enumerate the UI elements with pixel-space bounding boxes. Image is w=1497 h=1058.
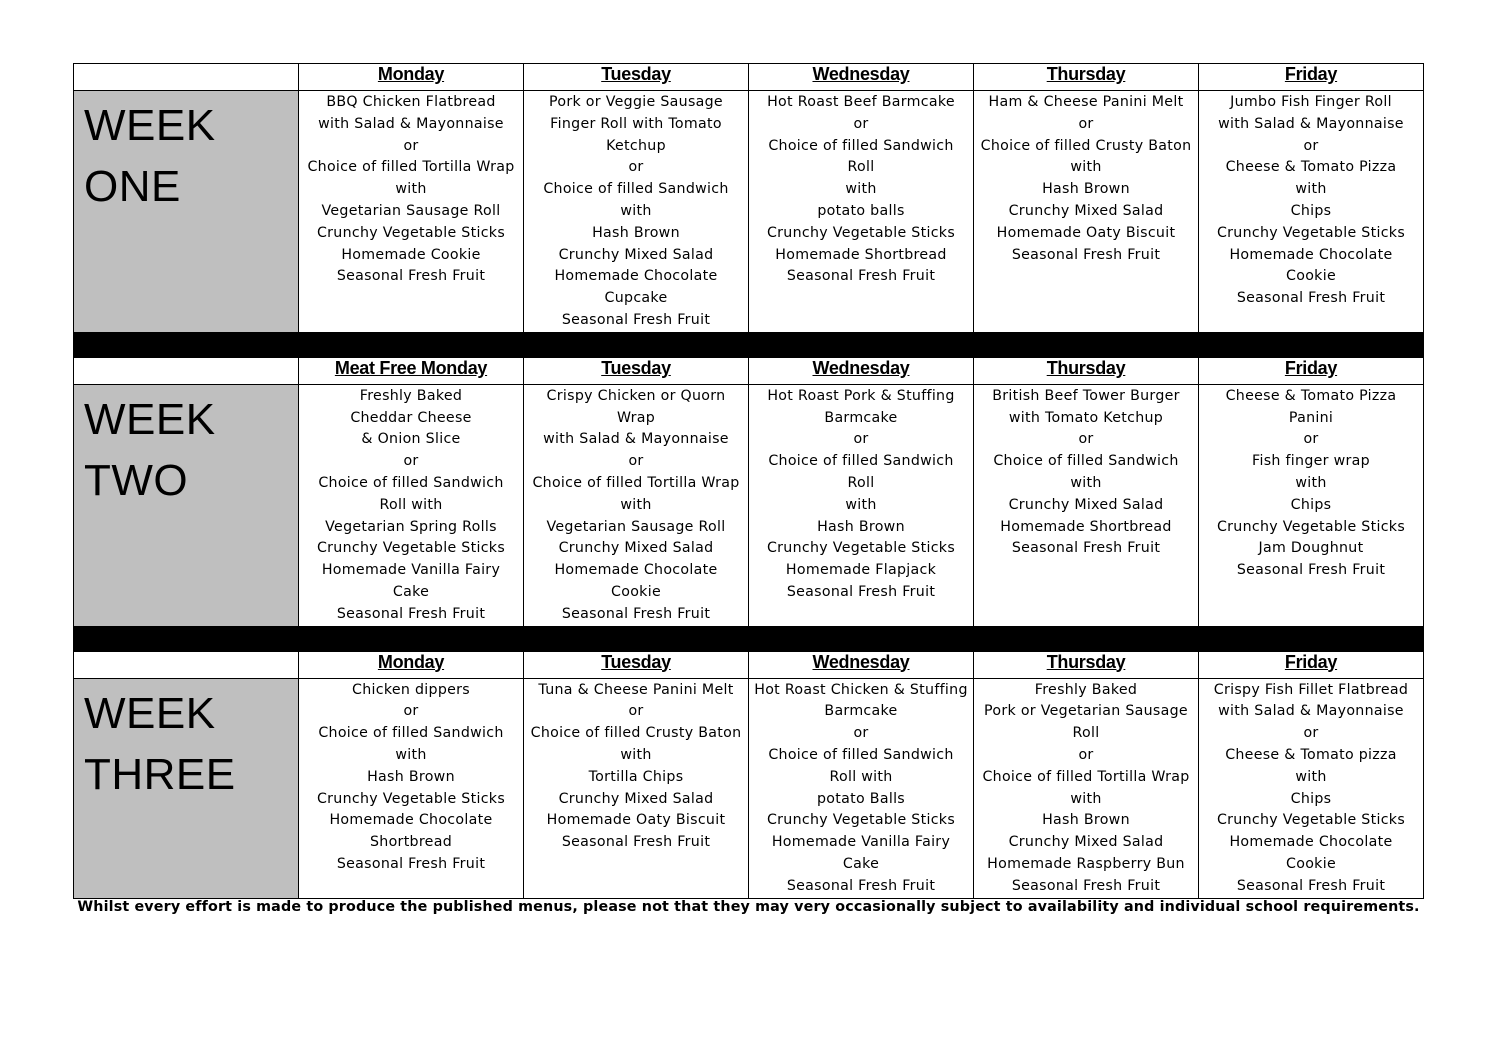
meal-list [1199,679,1423,898]
meal-line: with [1295,474,1327,491]
meal-line: Pork or Vegetarian Sausage [984,703,1188,720]
meal-line: or [628,703,644,720]
meal-line: Vegetarian Sausage Roll [321,202,501,219]
day-name: Friday [1284,651,1338,672]
meal-line: Finger Roll with Tomato [550,115,722,132]
meal-line: Ham & Cheese Panini Melt [988,94,1184,110]
week-label-line: THREE [84,749,236,799]
meal-line: Choice of filled Tortilla Wrap [532,474,740,491]
meal-line: Choice of filled Crusty Baton [980,137,1192,154]
corner-cell [74,64,299,91]
meal-line: Crunchy Mixed Salad [558,246,714,263]
meal-line: Crunchy Mixed Salad [558,540,714,557]
day-name: Wednesday [812,357,910,378]
meal-cell [1199,384,1424,626]
meal-line: with [620,746,652,763]
week-label-cell [74,91,299,333]
meal-line: Seasonal Fresh Fruit [336,605,486,622]
meal-line: Homemade Vanilla Fairy [321,562,501,579]
meal-line: BBQ Chicken Flatbread [326,94,496,110]
meal-line: Choice of filled Sandwich [543,181,729,198]
day-header-cell [299,64,524,91]
meal-line: Chips [1290,202,1332,219]
meal-line: Chicken dippers [352,681,470,698]
meal-line: or [403,453,419,470]
meal-line: Hash Brown [1042,812,1130,829]
meal-line: Cookie [611,583,661,600]
meal-line: Homemade Oaty Biscuit [996,224,1176,241]
week-label [74,385,298,511]
week-label [74,91,298,217]
meal-line: with Salad & Mayonnaise [1218,115,1404,132]
meal-line: Chips [1290,496,1332,513]
meal-line: Homemade Oaty Biscuit [546,812,726,829]
day-header-cell [749,64,974,91]
day-header-cell [974,64,1199,91]
meal-line: with [1295,768,1327,785]
meal-line: potato Balls [817,790,905,807]
meal-line: Seasonal Fresh Fruit [1011,877,1161,894]
meal-line: Freshly Baked [1034,681,1138,698]
meal-line: Seasonal Fresh Fruit [1236,877,1386,894]
meal-line: Crunchy Vegetable Sticks [1216,812,1406,829]
day-name: Wednesday [812,651,910,672]
meal-line: Seasonal Fresh Fruit [786,877,936,894]
meal-line: Hash Brown [592,224,680,241]
meal-line: with Salad & Mayonnaise [318,115,504,132]
day-name: Monday [377,64,445,84]
meal-line: Pork or Veggie Sausage [549,94,723,110]
meal-line: Homemade Chocolate [554,562,718,579]
meal-line: Crunchy Mixed Salad [1008,834,1164,851]
meal-line: with [395,181,427,198]
day-header-cell [1199,651,1424,678]
meal-line: Hash Brown [367,768,455,785]
meal-line: with [845,496,877,513]
meal-line: with [1295,181,1327,198]
day-header-cell [1199,64,1424,91]
meal-line: or [403,137,419,154]
meal-cell [974,384,1199,626]
meal-line: or [628,159,644,176]
meal-line: Cheddar Cheese [350,409,472,426]
meal-line: Crunchy Mixed Salad [1008,496,1164,513]
meal-line: Roll [847,159,875,176]
meal-cell [974,678,1199,898]
week-label-line: WEEK [84,101,216,150]
meal-line: Freshly Baked [359,387,463,404]
meal-line: Homemade Vanilla Fairy [771,834,951,851]
day-header-row [74,651,1424,678]
meal-line: Ketchup [606,137,666,154]
meal-line: Seasonal Fresh Fruit [786,268,936,285]
meal-line: or [853,725,869,742]
meal-line: Tuna & Cheese Panini Melt [538,681,734,698]
meal-line: Choice of filled Sandwich [993,453,1179,470]
meal-line: with [1070,159,1102,176]
meal-cell [974,91,1199,333]
meal-line: Choice of filled Sandwich [318,474,504,491]
meal-line: Choice of filled Sandwich [768,453,954,470]
meal-cell [524,384,749,626]
day-header-cell [1199,357,1424,384]
meal-line: Choice of filled Sandwich [318,725,504,742]
meal-line: Cake [842,855,880,872]
meal-list [1199,91,1423,310]
meal-line: Roll with [379,496,443,513]
meal-line: with Tomato Ketchup [1008,409,1164,426]
meal-line: or [1078,746,1094,763]
meal-line: Crunchy Vegetable Sticks [316,790,506,807]
meal-line: Seasonal Fresh Fruit [1236,290,1386,307]
meal-line: Chips [1290,790,1332,807]
week-separator [74,626,1424,651]
meal-line: with Salad & Mayonnaise [543,431,729,448]
meal-line: Cake [392,583,430,600]
meal-list [524,91,748,332]
meal-line: Hot Roast Pork & Stuffing [767,387,955,404]
meal-line: Roll [1072,725,1100,742]
day-header-cell [524,651,749,678]
meal-line: Wrap [616,409,656,426]
meal-line: Crunchy Vegetable Sticks [766,540,956,557]
meal-line: Choice of filled Sandwich [768,746,954,763]
meal-list [749,679,973,898]
meal-line: or [1303,725,1319,742]
week-label-line: WEEK [84,688,216,738]
meal-line: Crunchy Vegetable Sticks [766,812,956,829]
meal-line: Homemade Shortbread [1000,518,1172,535]
meal-line: Cookie [1286,268,1336,285]
meal-list [299,385,523,626]
meal-line: Homemade Cookie [341,246,481,263]
meal-line: Barmcake [824,703,898,720]
day-name: Friday [1284,357,1338,378]
day-name: Friday [1284,64,1338,84]
meal-line: Cookie [1286,855,1336,872]
meal-line: Roll [847,474,875,491]
meal-list [974,679,1198,898]
meal-line: or [628,453,644,470]
meal-list [974,91,1198,266]
day-name: Thursday [1046,651,1126,672]
meal-list [749,91,973,288]
day-name: Tuesday [601,357,671,378]
meal-line: Crunchy Mixed Salad [558,790,714,807]
meal-line: with [620,496,652,513]
meal-line: Vegetarian Sausage Roll [546,518,726,535]
meal-line: Homemade Chocolate [1229,834,1393,851]
week-meals-row [74,91,1424,333]
meal-line: Seasonal Fresh Fruit [561,834,711,851]
meal-line: Jumbo Fish Finger Roll [1230,94,1392,110]
separator-bar [74,626,1424,651]
meal-list [749,385,973,604]
week-separator [74,332,1424,357]
meal-line: or [853,431,869,448]
meal-cell [299,678,524,898]
meal-line: & Onion Slice [361,431,461,448]
meal-line: with [395,746,427,763]
meal-line: Shortbread [369,834,453,851]
meal-line: or [1078,431,1094,448]
meal-line: Cupcake [604,290,668,307]
meal-cell [749,678,974,898]
day-name: Thursday [1046,64,1126,84]
meal-cell [299,384,524,626]
meal-list [1199,385,1423,582]
day-header-row [74,357,1424,384]
day-name: Thursday [1046,357,1126,378]
meal-line: with [620,202,652,219]
day-name: Tuesday [601,651,671,672]
meal-line: or [853,115,869,132]
meal-line: or [1078,115,1094,132]
meal-line: Crunchy Vegetable Sticks [1216,224,1406,241]
day-header-cell [524,357,749,384]
meal-line: Cheese & Tomato pizza [1225,746,1397,763]
day-header-cell [749,357,974,384]
day-header-cell [974,651,1199,678]
meal-cell [524,678,749,898]
meal-line: Hash Brown [817,518,905,535]
meal-line: Crispy Chicken or Quorn [546,387,726,404]
meal-line: Homemade Chocolate [1229,246,1393,263]
meal-line: potato balls [817,202,905,219]
meal-line: Homemade Flapjack [785,562,937,579]
meal-list [974,385,1198,560]
meal-line: Homemade Raspberry Bun [987,855,1185,872]
meal-cell [749,384,974,626]
meal-line: or [1303,431,1319,448]
meal-line: with [845,181,877,198]
meal-line: Crunchy Mixed Salad [1008,202,1164,219]
meal-line: Seasonal Fresh Fruit [561,311,711,328]
meal-line: Seasonal Fresh Fruit [1011,246,1161,263]
menu-table [73,63,1424,899]
week-meals-row [74,384,1424,626]
meal-list [299,679,523,876]
meal-line: Choice of filled Tortilla Wrap [307,159,515,176]
meal-line: Cheese & Tomato Pizza [1225,387,1397,404]
meal-cell [524,91,749,333]
meal-line: with [1070,790,1102,807]
meal-cell [1199,678,1424,898]
meal-list [299,91,523,288]
meal-line: or [1303,137,1319,154]
meal-line: Hot Roast Chicken & Stuffing [754,681,968,698]
meal-line: with [1070,474,1102,491]
day-header-cell [299,651,524,678]
meal-line: Crunchy Vegetable Sticks [316,224,506,241]
footer-disclaimer: Whilst every effort is made to produce the published menus, please not that they may very occasionally subject to availability and individual school requirements. [77,899,1420,915]
corner-cell [74,357,299,384]
separator-bar [74,332,1424,357]
meal-line: Cheese & Tomato Pizza [1225,159,1397,176]
meal-line: Choice of filled Tortilla Wrap [982,768,1190,785]
meal-line: Vegetarian Spring Rolls [325,518,497,535]
meal-line: Jam Doughnut [1258,540,1364,557]
meal-cell [1199,91,1424,333]
meal-list [524,385,748,626]
meal-line: Homemade Shortbread [775,246,947,263]
meal-line: British Beef Tower Burger [992,387,1180,404]
meal-line: Roll with [829,768,893,785]
day-name: Meat Free Monday [334,357,488,378]
meal-line: Seasonal Fresh Fruit [561,605,711,622]
week-label-cell [74,678,299,898]
meal-line: Homemade Chocolate [554,268,718,285]
day-header-row [74,64,1424,91]
week-label-line: ONE [84,162,181,211]
meal-line: Seasonal Fresh Fruit [1011,540,1161,557]
week-label-line: TWO [84,455,189,505]
day-header-cell [524,64,749,91]
day-header-cell [749,651,974,678]
meal-line: or [403,703,419,720]
meal-line: Crunchy Vegetable Sticks [1216,518,1406,535]
meal-line: Seasonal Fresh Fruit [336,855,486,872]
meal-line: Seasonal Fresh Fruit [786,583,936,600]
meal-line: Seasonal Fresh Fruit [336,268,486,285]
week-label-cell [74,384,299,626]
meal-line: Seasonal Fresh Fruit [1236,562,1386,579]
meal-line: Barmcake [824,409,898,426]
week-label [74,679,298,805]
meal-line: Choice of filled Sandwich [768,137,954,154]
day-name: Wednesday [812,64,910,84]
meal-line: Homemade Chocolate [329,812,493,829]
meal-line: Fish finger wrap [1252,453,1370,470]
meal-line: Hash Brown [1042,181,1130,198]
meal-line: Hot Roast Beef Barmcake [767,94,955,110]
meal-cell [299,91,524,333]
day-name: Monday [377,651,445,672]
meal-line: with Salad & Mayonnaise [1218,703,1404,720]
day-name: Tuesday [601,64,671,84]
meal-list [524,679,748,854]
meal-line: Panini [1288,409,1334,426]
meal-cell [749,91,974,333]
meal-line: Crunchy Vegetable Sticks [316,540,506,557]
meal-line: Crispy Fish Fillet Flatbread [1213,681,1409,698]
week-meals-row [74,678,1424,898]
day-header-cell [299,357,524,384]
day-header-cell [974,357,1199,384]
corner-cell [74,651,299,678]
meal-line: Choice of filled Crusty Baton [530,725,742,742]
meal-line: Crunchy Vegetable Sticks [766,224,956,241]
meal-line: Tortilla Chips [588,768,684,785]
week-label-line: WEEK [84,394,216,444]
